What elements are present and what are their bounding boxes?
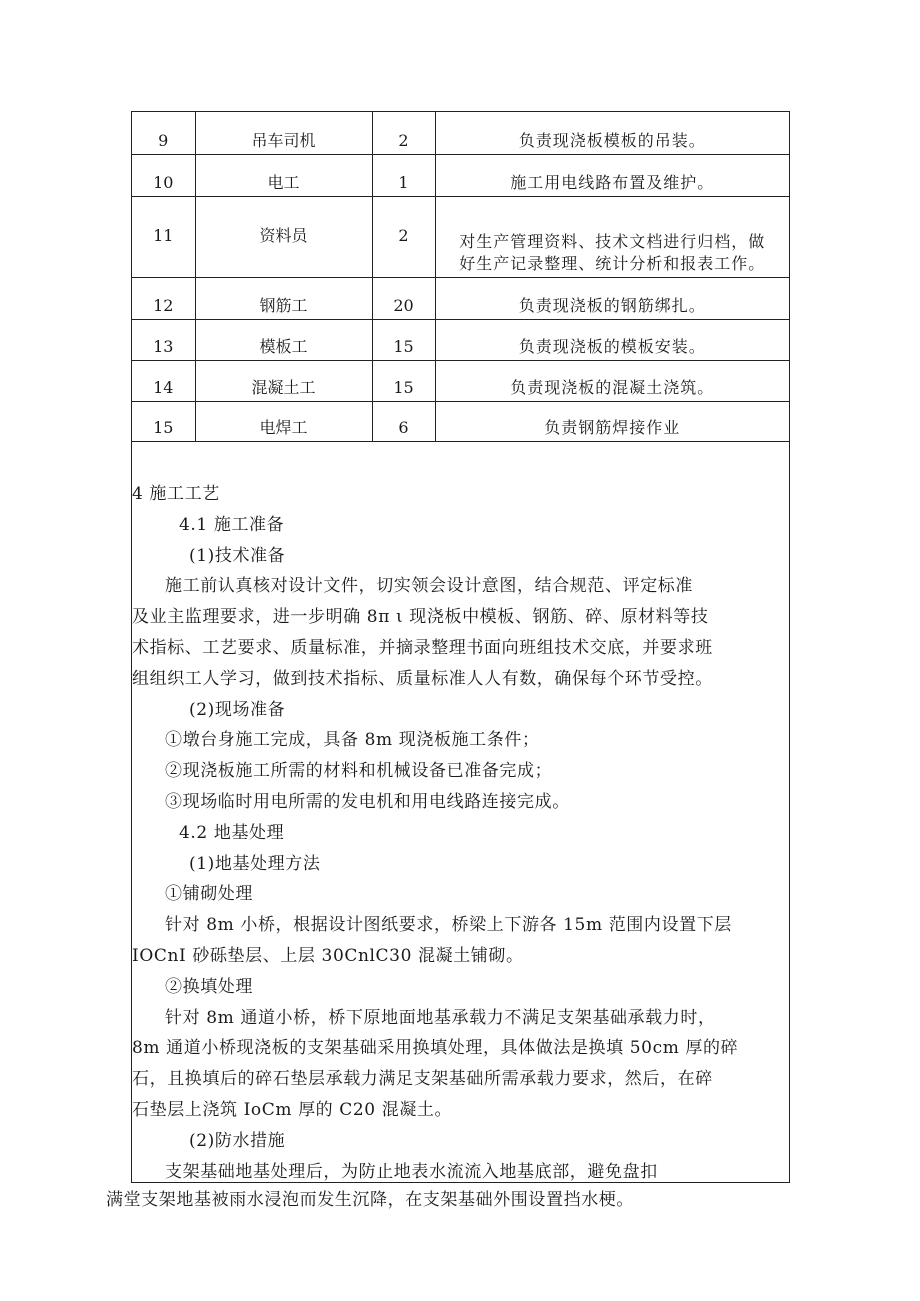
duty-cell: 施工用电线路布置及维护。 [435, 154, 789, 196]
row-number: 9 [132, 112, 195, 154]
paragraph-line-outside: 满堂支架地基被雨水浸泡而发生沉降，在支架基础外围设置挡水梗。 [106, 1190, 634, 1210]
role-cell: 混凝土工 [195, 360, 372, 401]
role-cell: 资料员 [195, 196, 372, 277]
item-heading: (2)现场准备 [189, 699, 286, 720]
section-title: 4 施工工艺 [132, 484, 220, 504]
count-cell: 2 [372, 112, 435, 154]
role-cell: 钢筋工 [195, 277, 372, 319]
role-cell: 电工 [195, 154, 372, 196]
duty-cell: 负责现浇板的钢筋绑扎。 [435, 277, 789, 319]
count-cell: 15 [372, 319, 435, 360]
role-cell: 吊车司机 [195, 112, 372, 154]
table-row [132, 196, 789, 277]
row-number: 14 [132, 360, 195, 401]
item-heading: (1)地基处理方法 [189, 853, 321, 874]
paragraph-line: 8m 通道小桥现浇板的支架基础采用换填处理，具体做法是换填 50cm 厚的碎 [132, 1038, 739, 1059]
subsection-heading: 4.2 地基处理 [179, 822, 285, 843]
method-heading: ②换填处理 [165, 976, 253, 997]
count-cell: 6 [372, 401, 435, 441]
paragraph-line: 石垫层上浇筑 IoCm 厚的 C20 混凝土。 [132, 1099, 453, 1120]
list-item: ③现场临时用电所需的发电机和用电线路连接完成。 [165, 791, 570, 812]
paragraph-line: 组组织工人学习，做到技术指标、质量标准人人有数，确保每个环节受控。 [132, 668, 713, 689]
duty-cell: 负责现浇板模板的吊装。 [435, 112, 789, 154]
paragraph-line: 术指标、工艺要求、质量标准，并摘录整理书面向班组技术交底，并要求班 [132, 637, 713, 658]
table-row [132, 112, 789, 154]
count-cell: 20 [372, 277, 435, 319]
role-cell: 模板工 [195, 319, 372, 360]
item-heading: (2)防水措施 [189, 1130, 286, 1151]
table-row [132, 360, 789, 401]
table-row [132, 154, 789, 196]
paragraph-line: 石，且换填后的碎石垫层承载力满足支架基础所需承载力要求，然后，在碎 [132, 1069, 713, 1090]
count-cell: 15 [372, 360, 435, 401]
staff-table [132, 112, 789, 442]
duty-cell: 负责现浇板的混凝土浇筑。 [435, 360, 789, 401]
paragraph-line: 针对 8m 通道小桥，桥下原地面地基承载力不满足支架基础承载力时， [165, 1007, 716, 1028]
body-text [131, 479, 790, 1187]
duty-line: 对生产管理资料、技术文档进行归档，做 [459, 231, 766, 251]
role-cell: 电焊工 [195, 401, 372, 441]
paragraph-line: IOCnI 砂砾垫层、上层 30CnlC30 混凝土铺砌。 [132, 945, 524, 966]
list-item: ②现浇板施工所需的材料和机械设备已准备完成； [165, 761, 553, 782]
row-number: 15 [132, 401, 195, 441]
list-item: ①墩台身施工完成，具备 8m 现浇板施工条件； [165, 730, 540, 751]
subsection-heading: 4.1 施工准备 [179, 514, 285, 535]
duty-cell [435, 196, 789, 277]
row-number: 10 [132, 154, 195, 196]
table-row [132, 319, 789, 360]
row-number: 12 [132, 277, 195, 319]
paragraph-line: 及业主监理要求，进一步明确 8π ι 现浇板中模板、钢筋、碎、原材料等技 [132, 607, 709, 628]
paragraph-line: 施工前认真核对设计文件，切实领会设计意图，结合规范、评定标准 [165, 576, 693, 597]
duty-cell: 负责钢筋焊接作业 [435, 401, 789, 441]
row-number: 11 [132, 196, 195, 277]
table-row [132, 277, 789, 319]
paragraph-line: 支架基础地基处理后，为防止地表水流流入地基底部，避免盘扣 [165, 1161, 658, 1182]
duty-cell: 负责现浇板的模板安装。 [435, 319, 789, 360]
item-heading: (1)技术准备 [189, 545, 286, 566]
paragraph-line: 针对 8m 小桥，根据设计图纸要求，桥梁上下游各 15m 范围内设置下层 [165, 915, 732, 936]
count-cell: 2 [372, 196, 435, 277]
duty-line: 好生产记录整理、统计分析和报表工作。 [459, 253, 766, 273]
row-number: 13 [132, 319, 195, 360]
count-cell: 1 [372, 154, 435, 196]
table-row [132, 401, 789, 441]
method-heading: ①铺砌处理 [165, 884, 253, 905]
